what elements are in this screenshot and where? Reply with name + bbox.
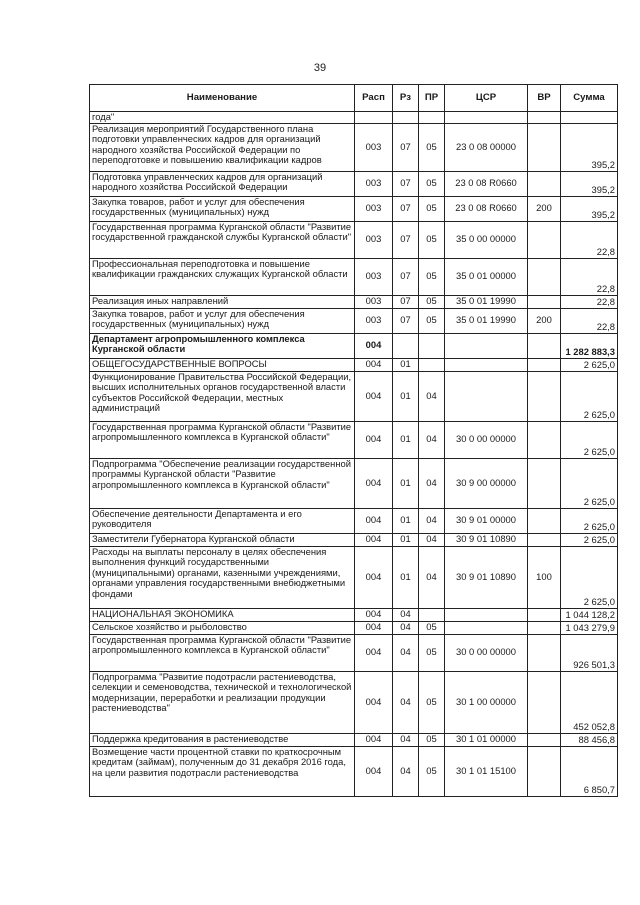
cell-rasp: 003 [355, 171, 393, 196]
cell-rasp: 004 [355, 608, 393, 621]
table-row [90, 621, 618, 634]
cell-name: года" [90, 112, 355, 124]
cell-vr [528, 733, 561, 746]
table-row [90, 358, 618, 371]
cell-vr [528, 533, 561, 546]
cell-csr: 23 0 08 R0660 [445, 196, 528, 221]
cell-name: Государственная программа Курганской области "Развитие агропромышленного комплекса в Курганской области" [90, 421, 355, 458]
header-name: Наименование [90, 85, 355, 112]
cell-pr [419, 608, 445, 621]
cell-rasp: 004 [355, 533, 393, 546]
cell-rasp: 004 [355, 371, 393, 421]
cell-csr: 30 1 01 00000 [445, 733, 528, 746]
cell-rz: 01 [393, 358, 419, 371]
cell-vr [528, 371, 561, 421]
table-row [90, 112, 618, 124]
cell-vr [528, 123, 561, 171]
cell-pr [419, 333, 445, 358]
table-header-row [90, 85, 618, 112]
cell-rasp: 004 [355, 733, 393, 746]
cell-sum: 2 625,0 [561, 508, 618, 533]
table-row [90, 733, 618, 746]
cell-sum: 2 625,0 [561, 533, 618, 546]
cell-pr: 05 [419, 258, 445, 295]
cell-csr: 23 0 08 00000 [445, 123, 528, 171]
cell-rasp: 004 [355, 358, 393, 371]
cell-sum: 2 625,0 [561, 421, 618, 458]
cell-vr [528, 358, 561, 371]
cell-sum: 395,2 [561, 123, 618, 171]
cell-vr [528, 621, 561, 634]
cell-name: Возмещение части процентной ставки по краткосрочным кредитам (займам), полученным до 31 декабря 2016 года, на цели развития подотрасли растениеводства [90, 746, 355, 796]
cell-csr [445, 333, 528, 358]
page-number: 39 [313, 62, 327, 74]
cell-rz: 04 [393, 634, 419, 671]
cell-rasp: 003 [355, 123, 393, 171]
cell-csr: 30 9 01 10890 [445, 533, 528, 546]
table-row [90, 171, 618, 196]
cell-sum: 22,8 [561, 221, 618, 258]
cell-sum: 926 501,3 [561, 634, 618, 671]
cell-pr: 05 [419, 671, 445, 733]
cell-rz: 04 [393, 671, 419, 733]
cell-rasp: 004 [355, 458, 393, 508]
header-csr: ЦСР [445, 85, 528, 112]
table-row [90, 671, 618, 733]
table-row [90, 221, 618, 258]
table-row [90, 508, 618, 533]
cell-rz [393, 333, 419, 358]
cell-rasp: 004 [355, 421, 393, 458]
cell-sum: 6 850,7 [561, 746, 618, 796]
cell-sum [561, 112, 618, 124]
cell-rasp: 003 [355, 308, 393, 333]
table-body [90, 112, 618, 797]
cell-pr: 04 [419, 546, 445, 608]
cell-csr [445, 358, 528, 371]
cell-sum: 395,2 [561, 171, 618, 196]
cell-pr: 05 [419, 621, 445, 634]
cell-csr: 23 0 08 R0660 [445, 171, 528, 196]
cell-vr [528, 221, 561, 258]
cell-pr: 05 [419, 221, 445, 258]
cell-vr [528, 333, 561, 358]
cell-vr [528, 508, 561, 533]
cell-rz: 07 [393, 221, 419, 258]
cell-rz: 01 [393, 546, 419, 608]
cell-rasp: 003 [355, 258, 393, 295]
cell-rz: 07 [393, 295, 419, 308]
cell-pr: 04 [419, 371, 445, 421]
cell-pr: 05 [419, 123, 445, 171]
cell-csr: 30 1 01 15100 [445, 746, 528, 796]
cell-csr: 30 0 00 00000 [445, 634, 528, 671]
cell-name: Поддержка кредитования в растениеводстве [90, 733, 355, 746]
cell-rasp: 004 [355, 546, 393, 608]
table-row [90, 634, 618, 671]
header-pr: ПР [419, 85, 445, 112]
cell-csr: 35 0 00 00000 [445, 221, 528, 258]
cell-pr: 04 [419, 533, 445, 546]
cell-rz: 01 [393, 371, 419, 421]
cell-rz: 04 [393, 746, 419, 796]
cell-rz: 07 [393, 171, 419, 196]
table-row [90, 371, 618, 421]
header-rz: Рз [393, 85, 419, 112]
cell-name: Подпрограмма "Развитие подотрасли растениеводства, селекции и семеноводства, технической и технологической модернизации, переработки и реализации продукции растениеводства" [90, 671, 355, 733]
table-row [90, 258, 618, 295]
cell-rasp: 003 [355, 196, 393, 221]
cell-csr: 30 0 00 00000 [445, 421, 528, 458]
cell-rz: 01 [393, 421, 419, 458]
cell-rasp: 003 [355, 295, 393, 308]
cell-csr: 35 0 01 00000 [445, 258, 528, 295]
cell-pr: 04 [419, 508, 445, 533]
cell-sum: 1 043 279,9 [561, 621, 618, 634]
cell-name: Реализация мероприятий Государственного плана подготовки управленческих кадров для организаций народного хозяйства Российской Федерации по переподготовке и повышению квалификации кадров [90, 123, 355, 171]
header-rasp: Расп [355, 85, 393, 112]
cell-name: Департамент агропромышленного комплекса Курганской области [90, 333, 355, 358]
cell-name: Закупка товаров, работ и услуг для обеспечения государственных (муниципальных) нужд [90, 196, 355, 221]
cell-vr [528, 171, 561, 196]
cell-rz: 01 [393, 533, 419, 546]
cell-vr: 200 [528, 308, 561, 333]
cell-vr [528, 671, 561, 733]
cell-name: Закупка товаров, работ и услуг для обеспечения государственных (муниципальных) нужд [90, 308, 355, 333]
cell-vr [528, 112, 561, 124]
cell-vr [528, 295, 561, 308]
cell-vr: 100 [528, 546, 561, 608]
cell-csr [445, 608, 528, 621]
cell-rasp: 004 [355, 671, 393, 733]
cell-csr [445, 621, 528, 634]
table-row [90, 308, 618, 333]
cell-sum: 395,2 [561, 196, 618, 221]
cell-pr: 05 [419, 634, 445, 671]
cell-pr: 04 [419, 421, 445, 458]
table-row [90, 333, 618, 358]
cell-csr: 30 9 01 10890 [445, 546, 528, 608]
cell-vr [528, 746, 561, 796]
cell-vr [528, 608, 561, 621]
cell-name: Обеспечение деятельности Департамента и его руководителя [90, 508, 355, 533]
table-row [90, 546, 618, 608]
cell-name: Подготовка управленческих кадров для организаций народного хозяйства Российской Федерации [90, 171, 355, 196]
header-vr: ВР [528, 85, 561, 112]
cell-rz: 07 [393, 258, 419, 295]
cell-rz: 04 [393, 621, 419, 634]
cell-pr [419, 112, 445, 124]
cell-vr [528, 421, 561, 458]
table-row [90, 295, 618, 308]
cell-name: Реализация иных направлений [90, 295, 355, 308]
cell-rz: 07 [393, 196, 419, 221]
cell-vr [528, 634, 561, 671]
cell-sum: 1 282 883,3 [561, 333, 618, 358]
cell-name: НАЦИОНАЛЬНАЯ ЭКОНОМИКА [90, 608, 355, 621]
cell-pr: 04 [419, 458, 445, 508]
cell-sum: 2 625,0 [561, 546, 618, 608]
budget-table [89, 84, 618, 797]
cell-rasp: 004 [355, 621, 393, 634]
cell-pr: 05 [419, 295, 445, 308]
cell-vr [528, 258, 561, 295]
cell-pr: 05 [419, 746, 445, 796]
cell-rasp: 004 [355, 333, 393, 358]
cell-sum: 88 456,8 [561, 733, 618, 746]
cell-sum: 452 052,8 [561, 671, 618, 733]
cell-name: Профессиональная переподготовка и повышение квалификации гражданских служащих Курганской области [90, 258, 355, 295]
cell-rasp: 004 [355, 508, 393, 533]
cell-rasp [355, 112, 393, 124]
table-row [90, 608, 618, 621]
cell-pr: 05 [419, 733, 445, 746]
cell-name: Государственная программа Курганской области "Развитие государственной гражданской службы Курганской области" [90, 221, 355, 258]
cell-sum: 2 625,0 [561, 358, 618, 371]
cell-csr: 35 0 01 19990 [445, 308, 528, 333]
table-row [90, 421, 618, 458]
cell-sum: 22,8 [561, 295, 618, 308]
cell-rz: 04 [393, 608, 419, 621]
header-sum: Сумма [561, 85, 618, 112]
cell-rz: 01 [393, 458, 419, 508]
cell-sum: 22,8 [561, 308, 618, 333]
cell-pr [419, 358, 445, 371]
cell-name: Заместители Губернатора Курганской области [90, 533, 355, 546]
cell-rz: 07 [393, 123, 419, 171]
cell-pr: 05 [419, 196, 445, 221]
cell-csr: 30 1 00 00000 [445, 671, 528, 733]
cell-sum: 2 625,0 [561, 371, 618, 421]
cell-sum: 2 625,0 [561, 458, 618, 508]
cell-rz: 01 [393, 508, 419, 533]
cell-csr [445, 112, 528, 124]
cell-rz: 04 [393, 733, 419, 746]
cell-name: Функционирование Правительства Российской Федерации, высших исполнительных органов государственной власти субъектов Российской Федерации, местных администраций [90, 371, 355, 421]
table-row [90, 196, 618, 221]
cell-vr: 200 [528, 196, 561, 221]
cell-csr: 30 9 01 00000 [445, 508, 528, 533]
cell-vr [528, 458, 561, 508]
cell-sum: 1 044 128,2 [561, 608, 618, 621]
cell-name: Государственная программа Курганской области "Развитие агропромышленного комплекса в Курганской области" [90, 634, 355, 671]
cell-pr: 05 [419, 171, 445, 196]
table-row [90, 746, 618, 796]
cell-rz [393, 112, 419, 124]
cell-pr: 05 [419, 308, 445, 333]
cell-csr: 35 0 01 19990 [445, 295, 528, 308]
cell-name: ОБЩЕГОСУДАРСТВЕННЫЕ ВОПРОСЫ [90, 358, 355, 371]
table-row [90, 458, 618, 508]
cell-csr: 30 9 00 00000 [445, 458, 528, 508]
table-row [90, 533, 618, 546]
table-row [90, 123, 618, 171]
cell-rasp: 004 [355, 746, 393, 796]
cell-name: Сельское хозяйство и рыболовство [90, 621, 355, 634]
cell-sum: 22,8 [561, 258, 618, 295]
cell-name: Расходы на выплаты персоналу в целях обеспечения выполнения функций государственными (муниципальными) органами, казенными учреждениями, органами управления государственными внебюджетными фондами [90, 546, 355, 608]
cell-csr [445, 371, 528, 421]
cell-name: Подпрограмма "Обеспечение реализации государственной программы Курганской области "Развитие агропромышленного комплекса в Курганской области" [90, 458, 355, 508]
cell-rasp: 003 [355, 221, 393, 258]
cell-rasp: 004 [355, 634, 393, 671]
cell-rz: 07 [393, 308, 419, 333]
